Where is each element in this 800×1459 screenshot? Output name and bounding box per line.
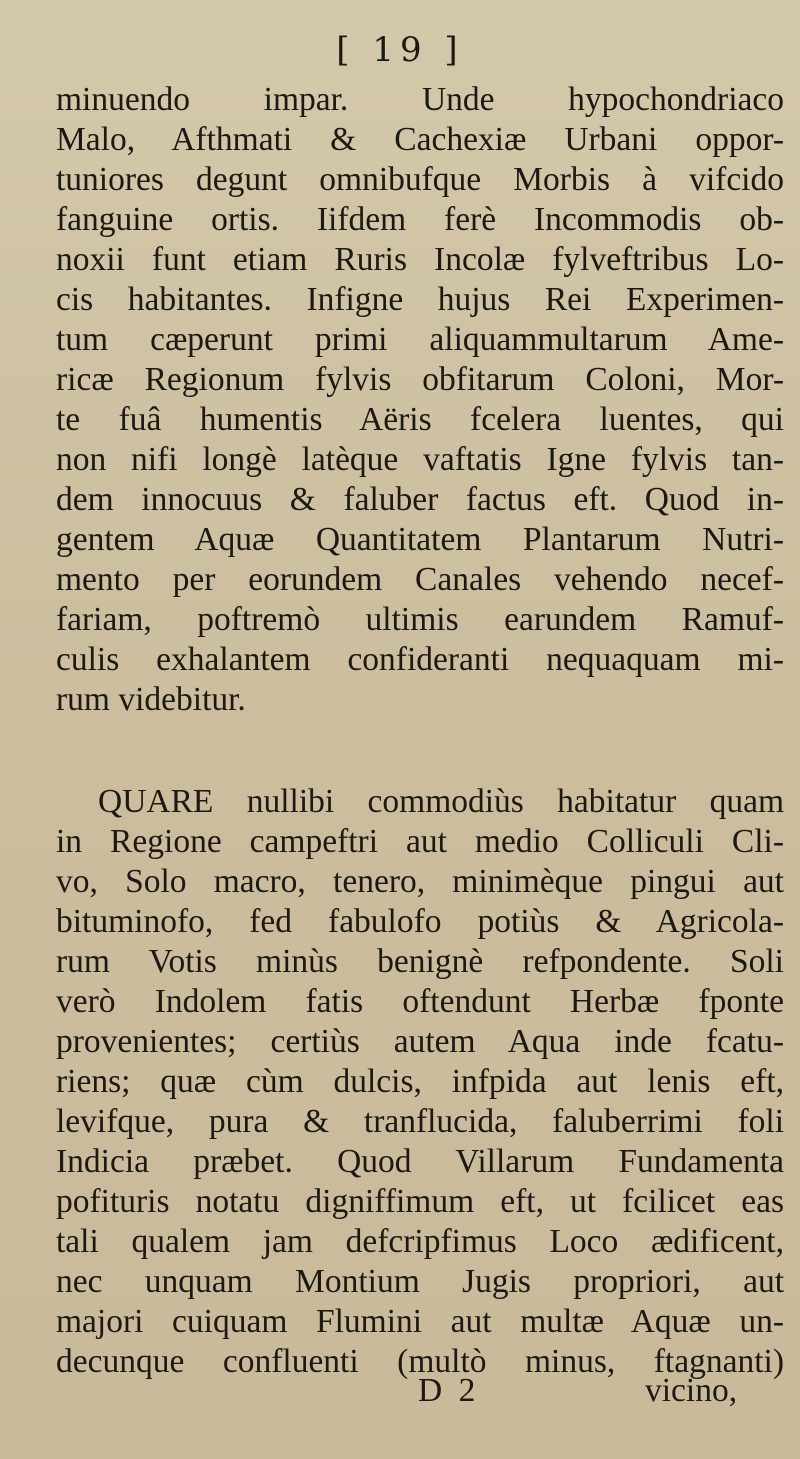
text-line: in Regione campeftri aut medio Colliculi Cli-	[56, 823, 784, 860]
text-line: bituminofo, fed fabulofo potiùs & Agricola-	[56, 903, 784, 940]
text-line: majori cuiquam Flumini aut multæ Aquæ un-	[56, 1303, 784, 1340]
text-line: Indicia præbet. Quod Villarum Fundamenta	[56, 1143, 784, 1180]
text-line: QUARE nullibi commodiùs habitatur quam	[98, 783, 784, 820]
text-line: tuniores degunt omnibufque Morbis à vifcido	[56, 161, 784, 198]
text-line: riens; quæ cùm dulcis, infpida aut lenis eft,	[56, 1063, 784, 1100]
paragraph-1	[56, 80, 784, 720]
text-line: gentem Aquæ Quantitatem Plantarum Nutri-	[56, 521, 784, 558]
text-line: Malo, Afthmati & Cachexiæ Urbani oppor-	[56, 121, 784, 158]
text-line: culis exhalantem confideranti nequaquam mi-	[56, 641, 784, 678]
text-line: verò Indolem fatis oftendunt Herbæ fponte	[56, 983, 784, 1020]
text-line: non nifi longè latèque vaftatis Igne fylvis tan-	[56, 441, 784, 478]
text-line: ricæ Regionum fylvis obfitarum Coloni, Mor-	[56, 361, 784, 398]
page-number: [ 19 ]	[336, 30, 464, 70]
page-body	[56, 80, 784, 1382]
paragraph-2	[56, 782, 784, 1382]
text-line: levifque, pura & tranflucida, faluberrimi foli	[56, 1103, 784, 1140]
text-line: tali qualem jam defcripfimus Loco ædificent,	[56, 1223, 784, 1260]
paragraph-gap	[56, 720, 784, 782]
text-line: pofituris notatu digniffimum eft, ut fcilicet eas	[56, 1183, 784, 1220]
text-line: minuendo impar. Unde hypochondriaco	[56, 81, 784, 118]
text-line: fanguine ortis. Iifdem ferè Incommodis ob-	[56, 201, 784, 238]
catchword: vicino,	[645, 1372, 738, 1409]
text-line: dem innocuus & faluber factus eft. Quod in-	[56, 481, 784, 518]
text-line: te fuâ humentis Aëris fcelera luentes, qui	[56, 401, 784, 438]
page-footer	[0, 1372, 800, 1412]
text-line: decunque confluenti (multò minus, ftagnanti)	[56, 1343, 784, 1380]
text-line: rum videbitur.	[56, 681, 246, 718]
text-line: noxii funt etiam Ruris Incolæ fylveftribus Lo-	[56, 241, 784, 278]
text-line: tum cæperunt primi aliquammultarum Ame-	[56, 321, 784, 358]
signature-mark: D 2	[418, 1372, 480, 1409]
text-line: vo, Solo macro, tenero, minimèque pingui aut	[56, 863, 784, 900]
text-line: nec unquam Montium Jugis propriori, aut	[56, 1263, 784, 1300]
text-line: provenientes; certiùs autem Aqua inde fcatu-	[56, 1023, 784, 1060]
text-line: fariam, poftremò ultimis earundem Ramuf-	[56, 601, 784, 638]
text-line: cis habitantes. Infigne hujus Rei Experimen-	[56, 281, 784, 318]
text-line: mento per eorundem Canales vehendo necef-	[56, 561, 784, 598]
text-line: rum Votis minùs benignè refpondente. Soli	[56, 943, 784, 980]
